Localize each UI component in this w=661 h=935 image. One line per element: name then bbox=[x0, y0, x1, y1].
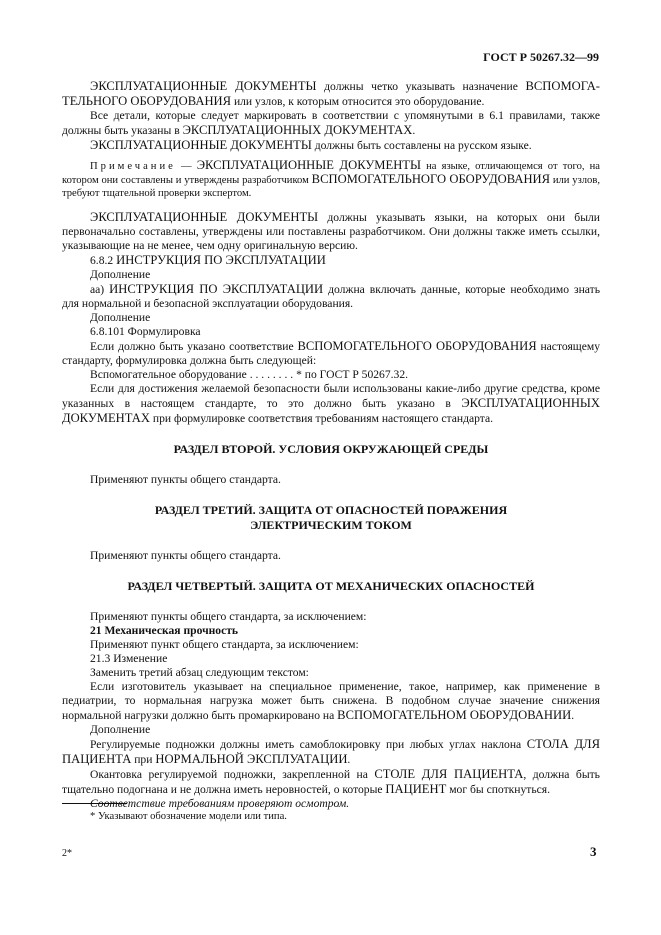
section-heading: РАЗДЕЛ ВТОРОЙ. УСЛОВИЯ ОКРУЖАЮЩЕЙ СРЕДЫ bbox=[173, 442, 489, 456]
footnote-rule bbox=[62, 803, 127, 804]
clause-heading: 21 Механическая прочность bbox=[90, 624, 239, 637]
paragraph: Если должно быть указано соответствие ВСПОМОГАТЕЛЬНОГО ОБОРУДОВАНИЯ настоящему стандарту, формулировка должна быть следующей: bbox=[62, 339, 600, 367]
paragraph: Применяют пункт общего стандарта, за исключением: bbox=[90, 638, 359, 651]
paragraph: Заменить третий абзац следующим текстом: bbox=[90, 666, 309, 679]
paragraph: Дополнение bbox=[90, 268, 151, 281]
paragraph: Применяют пункты общего стандарта. bbox=[90, 473, 281, 486]
paragraph: Если изготовитель указывает на специальное применение, такое, например, как применение в педиатрии, то нормальная нагрузка может быть снижена. В подобном случае значение снижения нормальной нагрузки должно быть промаркировано на ВСПОМОГАТЕЛЬНОМ ОБОРУДОВАНИИ. bbox=[62, 680, 600, 722]
paragraph: Применяют пункты общего стандарта, за исключением: bbox=[90, 610, 367, 623]
paragraph: Вспомогательное оборудование . . . . . . . . * по ГОСТ Р 50267.32. bbox=[90, 368, 409, 381]
paragraph: Окантовка регулируемой подножки, закрепленной на СТОЛЕ ДЛЯ ПАЦИЕНТА, должна быть тщательно подогнана и не должна иметь неровностей, о которые ПАЦИЕНТ мог бы споткнуться. bbox=[62, 767, 600, 796]
paragraph: Если для достижения желаемой безопасности были использованы какие-либо другие средства, кроме указанных в настоящем стандарте, то это должно быть указано в ЭКСПЛУАТАЦИОННЫХ ДОКУМЕНТАХ при формулировке соответствия требованиям настоящего стандарта. bbox=[62, 382, 600, 425]
page-number: 3 bbox=[590, 844, 597, 859]
standard-header: ГОСТ Р 50267.32—99 bbox=[483, 50, 599, 64]
section-heading: РАЗДЕЛ ЧЕТВЕРТЫЙ. ЗАЩИТА ОТ МЕХАНИЧЕСКИХ ОПАСНОСТЕЙ bbox=[127, 579, 535, 593]
clause-heading: 6.8.2 ИНСТРУКЦИЯ ПО ЭКСПЛУАТАЦИИ bbox=[90, 253, 326, 267]
section-heading: ЭЛЕКТРИЧЕСКИМ ТОКОМ bbox=[250, 518, 412, 532]
document-body bbox=[62, 79, 600, 811]
paragraph: ЭКСПЛУАТАЦИОННЫЕ ДОКУМЕНТЫ должны быть составлены на русском языке. bbox=[90, 138, 532, 152]
compliance-note: Соответствие требованиям проверяют осмотром. bbox=[90, 797, 350, 810]
clause-heading: 6.8.101 Формулировка bbox=[90, 325, 201, 338]
paragraph: ЭКСПЛУАТАЦИОННЫЕ ДОКУМЕНТЫ должны четко указывать назначение ВСПОМОГА-ТЕЛЬНОГО ОБОРУДОВАНИЯ или узлов, к которым относится это оборудование. bbox=[62, 79, 600, 108]
paragraph: Регулируемые подножки должны иметь самоблокировку при любых углах наклона СТОЛА ДЛЯ ПАЦИЕНТА при НОРМАЛЬНОЙ ЭКСПЛУАТАЦИИ. bbox=[62, 737, 600, 766]
paragraph: Все детали, которые следует маркировать в соответствии с упомянутыми в 6.1 правилами, также должны быть указаны в ЭКСПЛУАТАЦИОННЫХ ДОКУМЕНТАХ. bbox=[62, 109, 600, 137]
paragraph: Дополнение bbox=[90, 311, 151, 324]
signature-mark: 2* bbox=[62, 848, 72, 859]
paragraph: ЭКСПЛУАТАЦИОННЫЕ ДОКУМЕНТЫ должны указывать языки, на которых они были первоначально составлены, утверждены или поставлены разработчиком. Они должны также иметь ссылки, указывающие на не менее, чем одну оригинальную версию. bbox=[62, 210, 600, 252]
footnote: * Указывают обозначение модели или типа. bbox=[90, 811, 287, 822]
paragraph: Применяют пункты общего стандарта. bbox=[90, 549, 281, 562]
note: Примечание — ЭКСПЛУАТАЦИОННЫЕ ДОКУМЕНТЫ на языке, отличающемся от того, на котором они составлены и утверждены разработчиком ВСПОМОГАТЕЛЬНОГО ОБОРУДОВАНИЯ или узлов, требуют тщательной проверки экспертом. bbox=[62, 158, 601, 199]
section-heading: РАЗДЕЛ ТРЕТИЙ. ЗАЩИТА ОТ ОПАСНОСТЕЙ ПОРАЖЕНИЯ bbox=[154, 503, 508, 517]
paragraph: аа) ИНСТРУКЦИЯ ПО ЭКСПЛУАТАЦИИ должна включать данные, которые необходимо знать для нормальной и безопасной эксплуатации оборудования. bbox=[62, 282, 600, 310]
clause-heading: 21.3 Изменение bbox=[90, 652, 168, 665]
paragraph: Дополнение bbox=[90, 723, 151, 736]
